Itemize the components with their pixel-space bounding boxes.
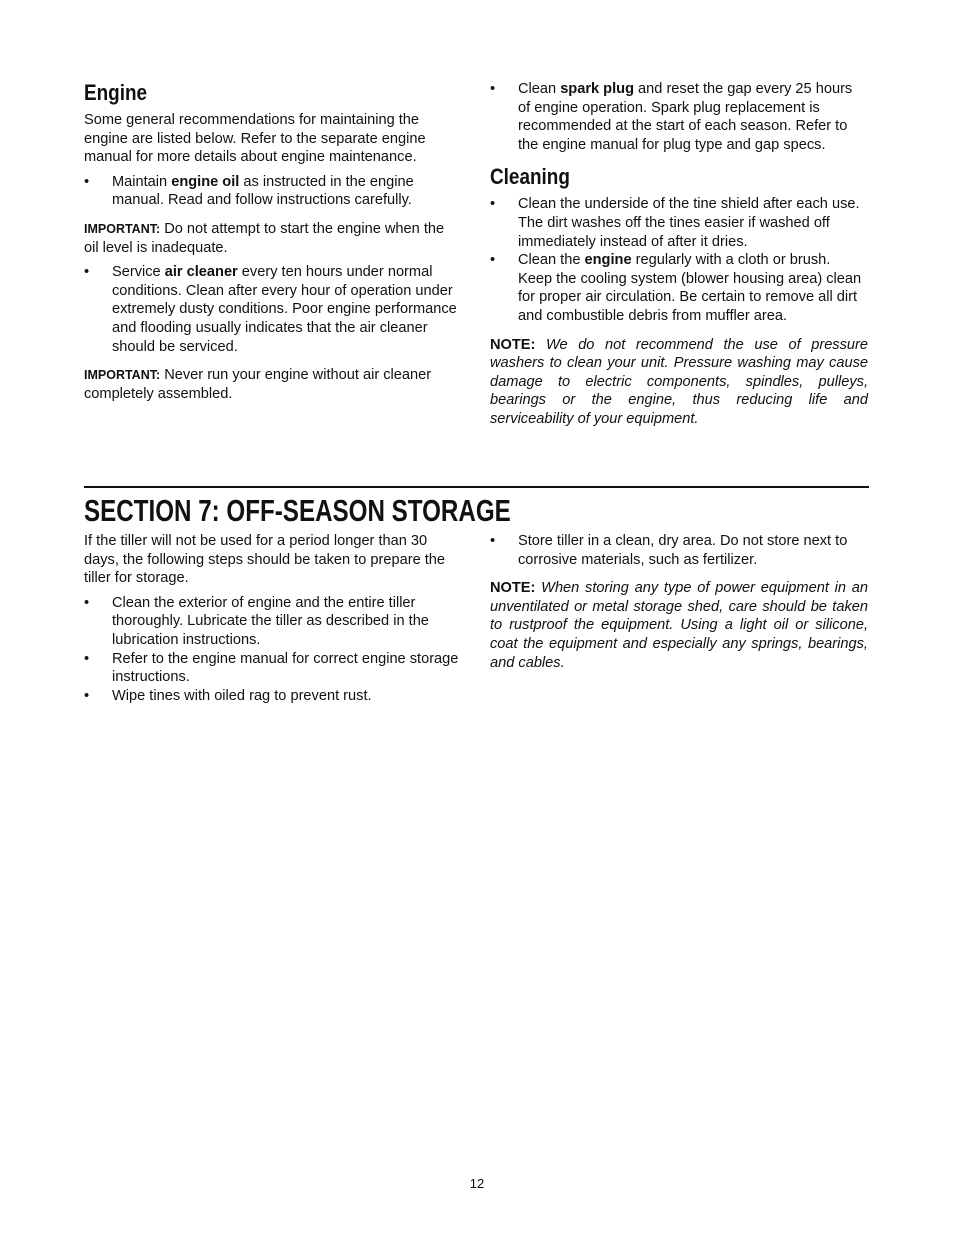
section-divider (84, 486, 869, 488)
air-cleaner-list (84, 263, 462, 356)
list-item: • Clean the underside of the tine shield after each use. The dirt washes off the tines easier if washed off immediately instead of after it dries. (490, 196, 860, 250)
storage-list-continued (490, 532, 868, 569)
cleaning-note: NOTE: We do not recommend the use of pressure washers to clean your unit. Pressure washing may cause damage to electric components, spindles, pulleys, bearings or the engine, thus reducing life and serviceability of your equipment. (490, 336, 868, 427)
important-note: IMPORTANT: Do not attempt to start the engine when the oil level is inadequate. (84, 220, 445, 256)
cleaning-heading: Cleaning (490, 164, 570, 190)
list-item: • Clean spark plug and reset the gap every 25 hours of engine operation. Spark plug replacement is recommended at the start of each season. Refer to the engine manual for plug type and gap specs. (490, 81, 853, 153)
important-note: IMPORTANT: Never run your engine without air cleaner completely assembled. (84, 367, 432, 402)
storage-section (84, 532, 462, 711)
engine-intro: Some general recommendations for maintaining the engine are listed below. Refer to the separate engine manual for more details about engine maintenance. (84, 112, 426, 166)
list-item: • Clean the exterior of engine and the entire tiller thoroughly. Lubricate the tiller as described in the lubrication instructions. (84, 594, 429, 648)
bold-term: air cleaner (164, 264, 238, 281)
bullet-icon: • (84, 173, 90, 190)
important-label: IMPORTANT: (84, 221, 161, 236)
note-label: NOTE: (490, 580, 536, 597)
bullet-icon: • (490, 533, 496, 549)
bullet-icon: • (84, 650, 90, 667)
bullet-icon: • (490, 252, 496, 269)
storage-intro: If the tiller will not be used for a period longer than 30 days, the following steps should be taken to prepare the tiller for storage. (84, 533, 446, 587)
cleaning-list (490, 195, 868, 325)
storage-note: NOTE: When storing any type of power equipment in an unventilated or metal storage shed, care should be taken to rustproof the equipment. Using a light oil or silicone, coat the equipment and especially any springs, bearings, and cables. (490, 580, 868, 671)
list-item: • Store tiller in a clean, dry area. Do not store next to corrosive materials, such as fertilizer. (490, 533, 848, 568)
list-item: • Refer to the engine manual for correct engine storage instructions. (84, 650, 459, 686)
bold-term: spark plug (560, 81, 634, 97)
list-item: • Service air cleaner every ten hours under normal conditions. Clean after every hour of operation under extremely dusty conditions. Poor engine performance and flooding usually indicates that the air cleaner should be serviced. (84, 264, 457, 355)
bullet-icon: • (490, 196, 496, 213)
bold-term: engine (584, 252, 632, 269)
bullet-icon: • (84, 594, 90, 611)
bullet-icon: • (490, 81, 496, 97)
storage-list (84, 594, 462, 706)
note-label: NOTE: (490, 336, 536, 353)
storage-right-column (490, 532, 868, 678)
bullet-icon: • (84, 264, 90, 281)
bullet-icon: • (84, 687, 90, 704)
engine-heading: Engine (84, 80, 148, 105)
list-item: • Wipe tines with oiled rag to prevent rust. (84, 687, 372, 704)
engine-section (84, 80, 462, 409)
page-number: 12 (469, 1176, 485, 1191)
bold-term: engine oil (171, 173, 240, 190)
list-item: • Clean the engine regularly with a cloth or brush. Keep the cooling system (blower housing area) clean for proper air circulation. Be certain to remove all dirt and combustible debris from muffler area. (490, 252, 862, 324)
section-title: SECTION 7: OFF-SEASON STORAGE (84, 493, 511, 528)
engine-cleaning-column (490, 80, 868, 435)
engine-oil-list (84, 173, 462, 210)
important-label: IMPORTANT: (84, 368, 161, 383)
spark-plug-list (490, 80, 868, 154)
list-item: • Maintain engine oil as instructed in the engine manual. Read and follow instructions carefully. (84, 173, 414, 209)
